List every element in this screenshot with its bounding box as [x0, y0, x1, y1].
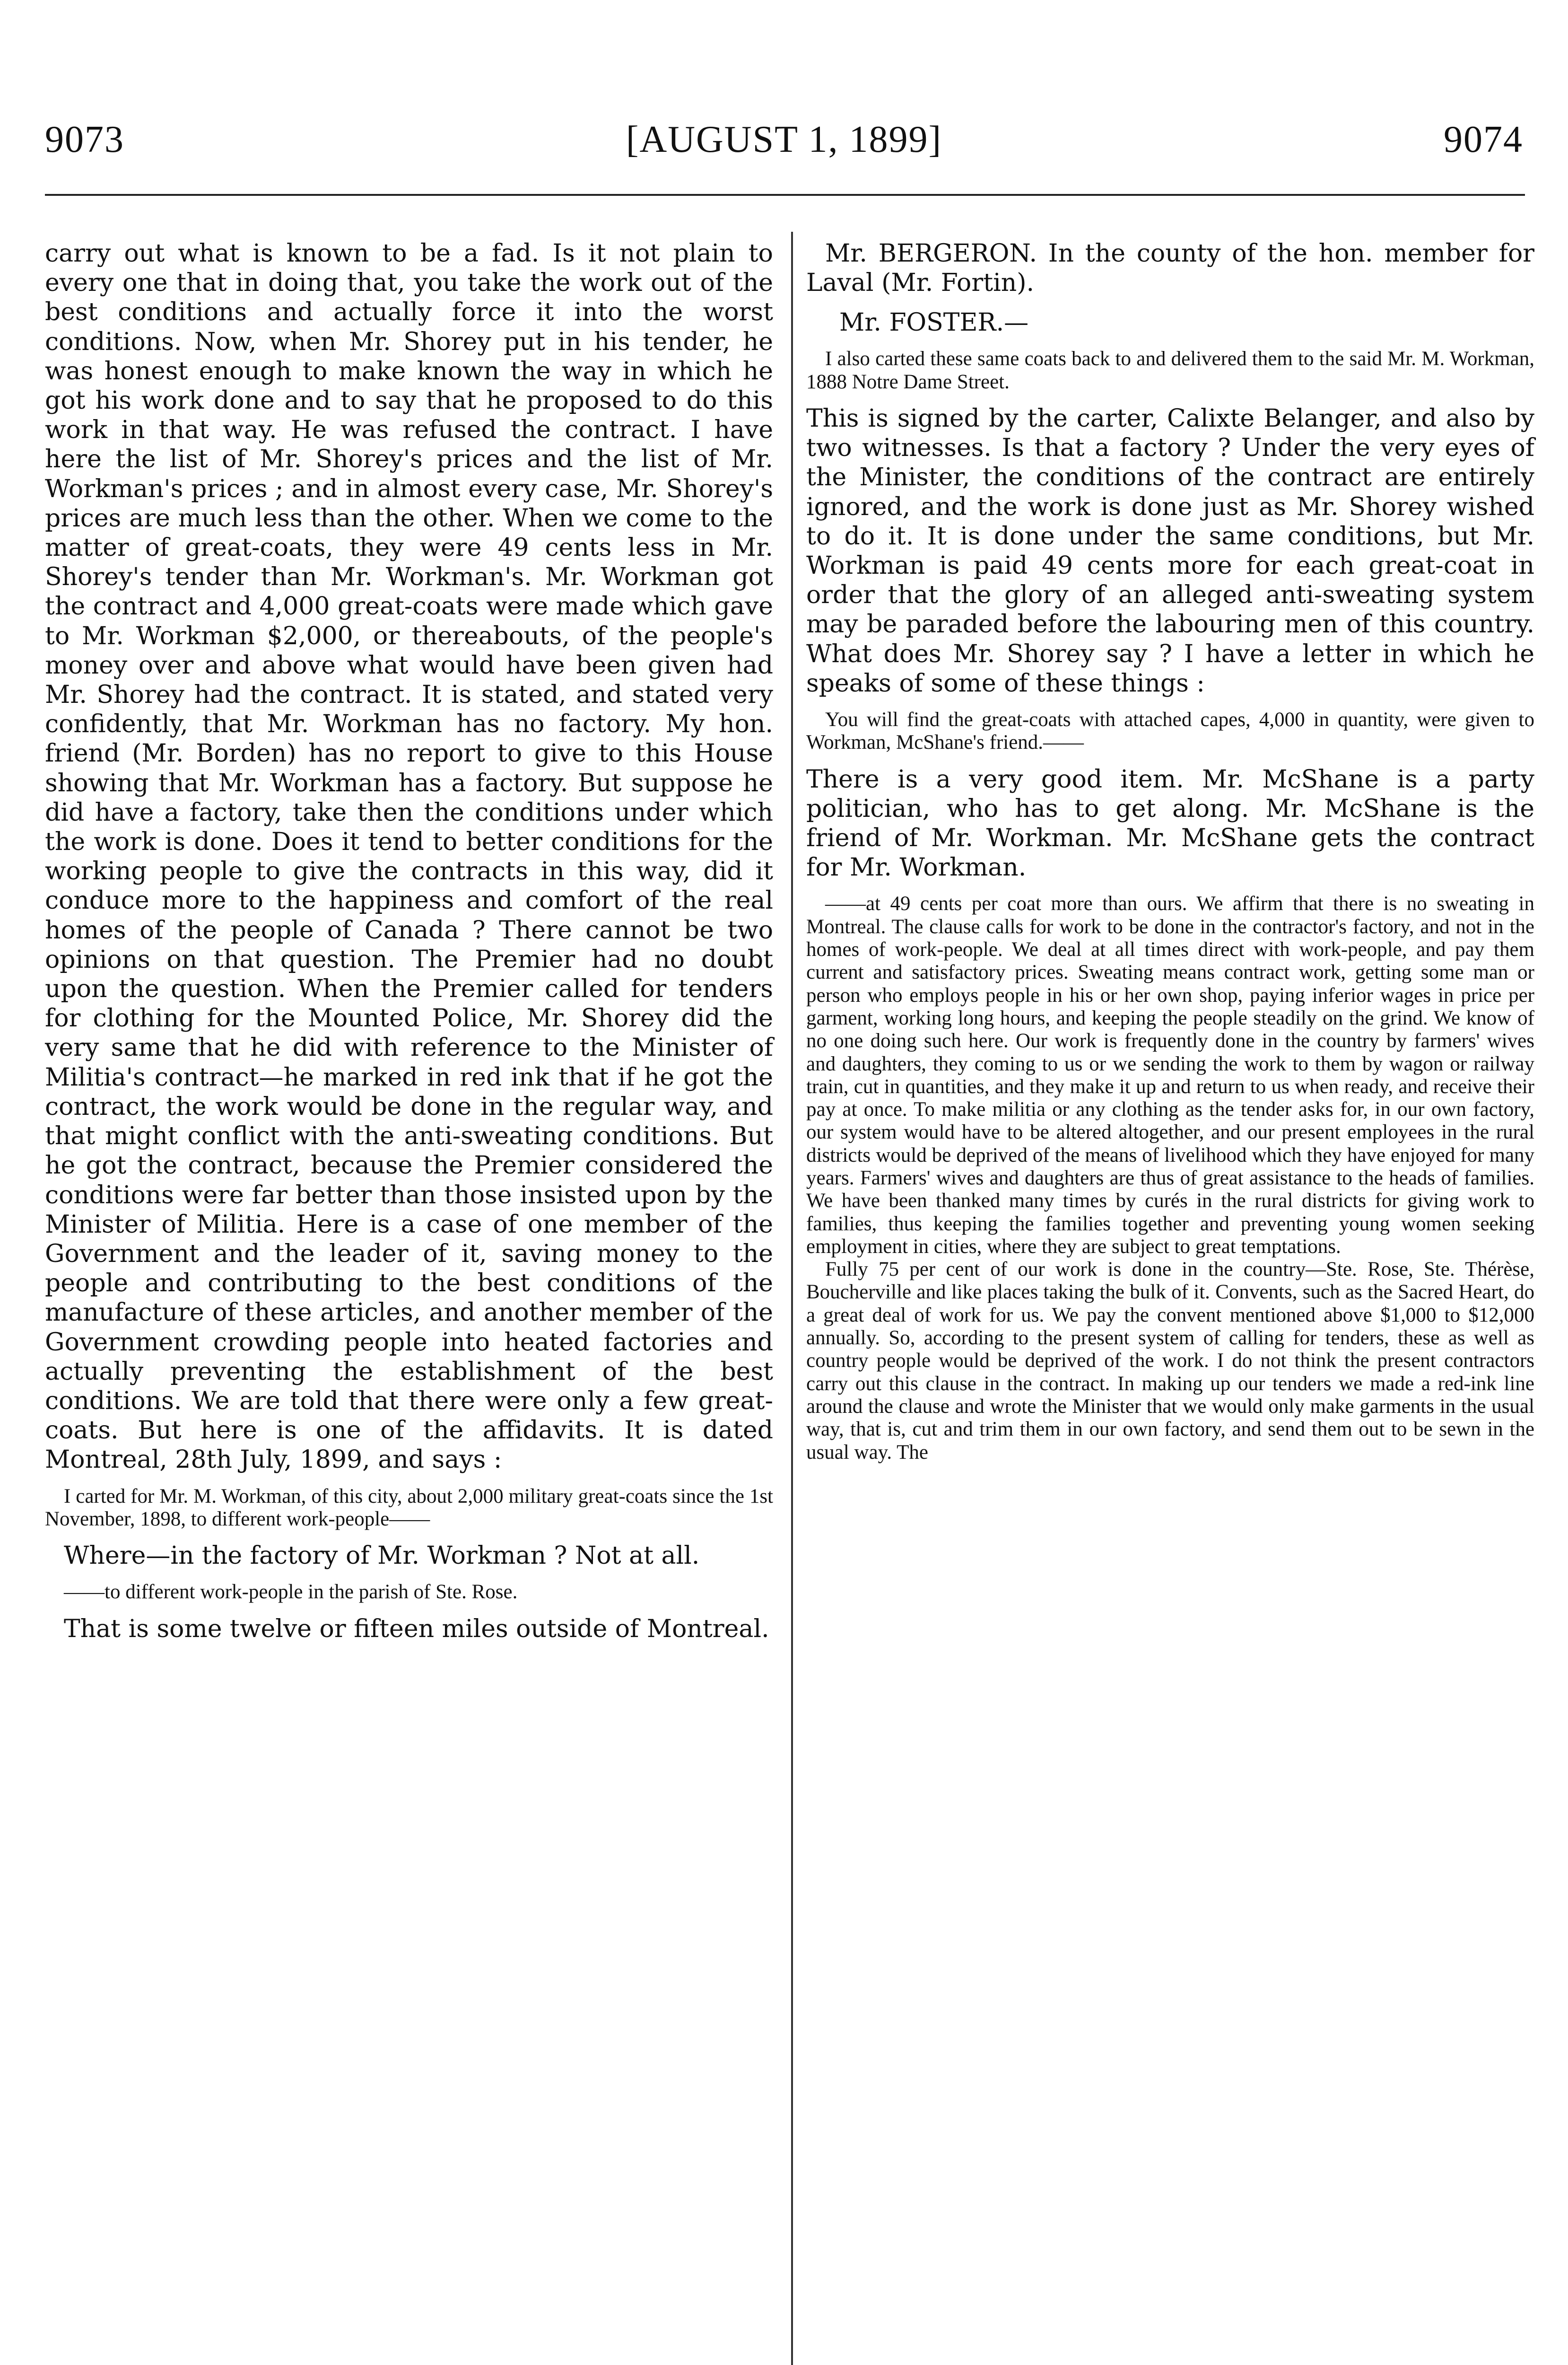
- left-paragraph-2: Where—in the factory of Mr. Workman ? Not at all.: [64, 1542, 700, 1570]
- column-divider: [791, 232, 793, 2365]
- header-rule: [45, 194, 1525, 196]
- speaker-bergeron: Mr. BERGERON. In the county of the hon. member for Laval (Mr. Fortin).: [806, 239, 1534, 298]
- right-quote-carter: I also carted these same coats back to and delivered them to the said Mr. M. Workman, 1888 Notre Dame Street.: [806, 348, 1534, 393]
- right-paragraph-1: This is signed by the carter, Calixte Belanger, and also by two witnesses. Is that a factory ? Under the very eyes of the Minister, the conditions of the contract are entirely ignored, and the work is done just as Mr. Shorey wished to do it. It is done under the same conditions, but Mr. Workman is paid 49 cents more for each great-coat in order that the glory of an alleged anti-sweating system may be paraded before the labouring men of this country. What does Mr. Shorey say ? I have a letter in which he speaks of some of these things :: [806, 404, 1534, 698]
- page-number-left: 9073: [45, 119, 124, 160]
- left-quote-ste-rose: ——to different work-people in the parish of Ste. Rose.: [64, 1581, 518, 1603]
- left-column: [45, 239, 773, 1644]
- right-quote-sweating: ——at 49 cents per coat more than ours. We affirm that there is no sweating in Montreal. The clause calls for work to be done in the contractor's factory, and not in the homes of work-people. We deal at all times direct with work-people, and pay them current and satisfactory prices. Sweating means contract work, getting some man or person who employs people in his or her own shop, paying inferior wages in price per garment, working long hours, and keeping the people steadily on the grind. We know of no one doing such here. Our work is frequently done in the country by farmers' wives and daughters, they coming to us or we sending the work to them by wagon or railway train, cut in quantities, and they make it up and return to us when ready, and receive their pay at once. To make militia or any clothing as the tender asks for, in our own factory, our system would have to be altered altogether, and our present employees in the rural districts would be deprived of the means of livelihood which they have enjoyed for many years. Farmers' wives and daughters are thus of great assistance to the heads of families. We have been thanked many times by curés in the rural districts for giving work to families, thus keeping the families together and preventing young women seeking employment in cities, where they are subject to great temptations.: [806, 893, 1534, 1258]
- right-paragraph-2: There is a very good item. Mr. McShane is a party politician, who has to get along. Mr. McShane is the friend of Mr. Workman. Mr. McShane gets the contract for Mr. Workman.: [806, 765, 1534, 882]
- left-quote-affidavit: I carted for Mr. M. Workman, of this city, about 2,000 military great-coats since the 1st November, 1898, to different work-people——: [45, 1485, 773, 1530]
- left-paragraph-1: carry out what is known to be a fad. Is it not plain to every one that in doing that, you take the work out of the best conditions and actually force it into the worst conditions. Now, when Mr. Shorey put in his tender, he was honest enough to make known the way in which he got his work done and to say that he proposed to do this work in that way. He was refused the contract. I have here the list of Mr. Shorey's prices and the list of Mr. Workman's prices ; and in almost every case, Mr. Shorey's prices are much less than the other. When we come to the matter of great-coats, they were 49 cents less in Mr. Shorey's tender than Mr. Workman's. Mr. Workman got the contract and 4,000 great-coats were made which gave to Mr. Workman $2,000, or thereabouts, of the people's money over and above what would have been given had Mr. Shorey had the contract. It is stated, and stated very confidently, that Mr. Workman has no factory. My hon. friend (Mr. Borden) has no report to give to this House showing that Mr. Workman has a factory. But suppose he did have a factory, take then the conditions under which the work is done. Does it tend to better conditions for the working people to give the contracts in this way, did it conduce more to the happiness and comfort of the real homes of the people of Canada ? There cannot be two opinions on that question. The Premier had no doubt upon the question. When the Premier called for tenders for clothing for the Mounted Police, Mr. Shorey did the very same that he did with reference to the Minister of Militia's contract—he marked in red ink that if he got the contract, the work would be done in the regular way, and that might conflict with the anti-sweating conditions. But he got the contract, because the Premier considered the conditions were far better than those insisted upon by the Minister of Militia. Here is a case of one member of the Government and the leader of it, saving money to the people and contributing to the best conditions of the manufacture of these articles, and another member of the Government crowding people into heated factories and actually preventing the establishment of the best conditions. We are told that there were only a few great-coats. But here is one of the affidavits. It is dated Montreal, 28th July, 1899, and says :: [45, 239, 773, 1474]
- speaker-foster: Mr. FOSTER.—: [839, 308, 1029, 337]
- left-paragraph-3: That is some twelve or fifteen miles outside of Montreal.: [64, 1614, 769, 1643]
- page-header: [0, 118, 1568, 189]
- right-quote-shorey-letter: You will find the great-coats with attached capes, 4,000 in quantity, were given to Workman, McShane's friend.——: [806, 709, 1534, 754]
- page-date-title: [AUGUST 1, 1899]: [626, 119, 942, 160]
- page-number-right: 9074: [1444, 119, 1523, 160]
- right-column: [806, 239, 1534, 1464]
- right-quote-country-work: Fully 75 per cent of our work is done in the country—Ste. Rose, Ste. Thérèse, Boucherville and like places taking the bulk of it. Convents, such as the Sacred Heart, do a great deal of work for us. We pay the convent mentioned above $1,000 to $12,000 annually. So, according to the present system of calling for tenders, these as well as country people would be deprived of the work. I do not think the present contractors carry out this clause in the contract. In making up our tenders we made a red-ink line around the clause and wrote the Minister that we would only make garments in the usual way, that is, cut and trim them in our own factory, and send them out to be sewn in the usual way. The: [806, 1258, 1534, 1463]
